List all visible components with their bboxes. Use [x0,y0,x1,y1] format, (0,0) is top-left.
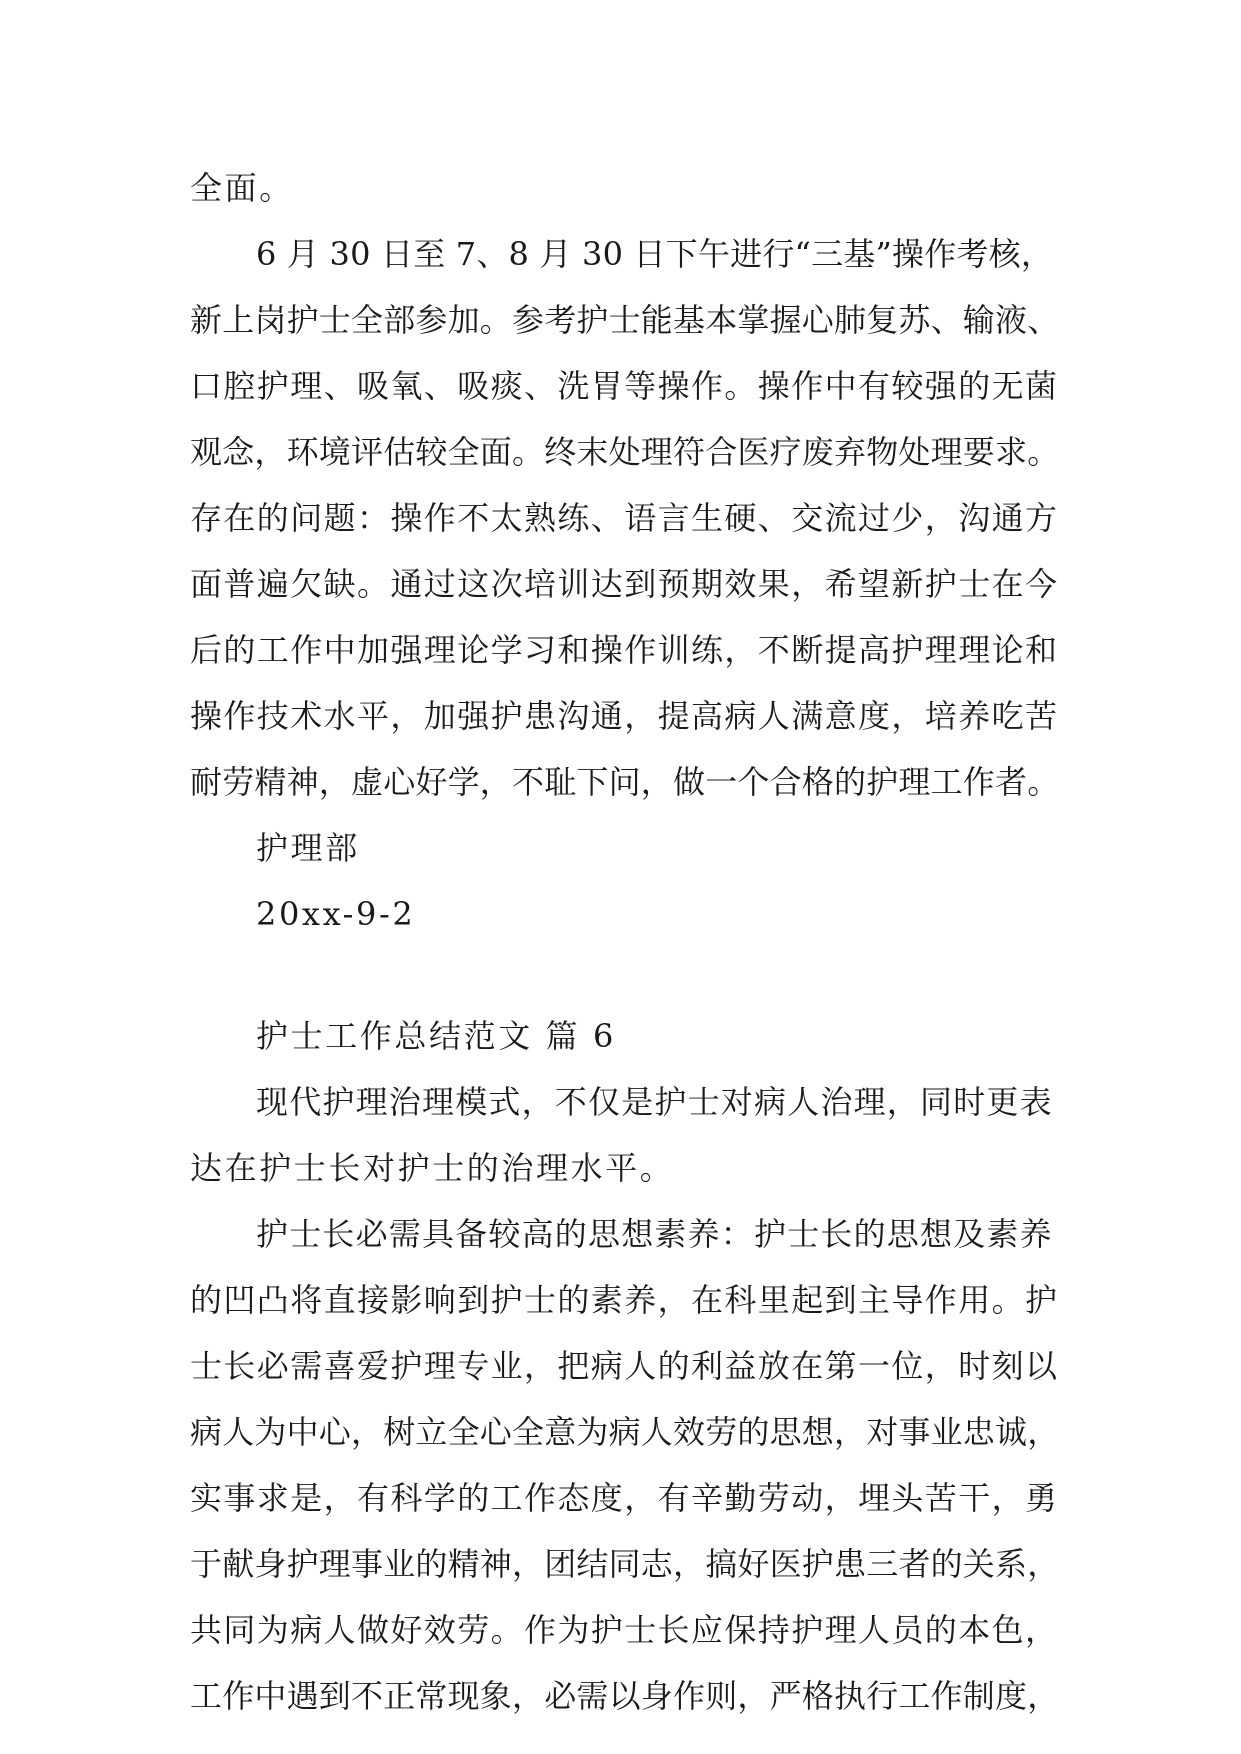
paragraph-line: 全面。 [190,169,294,207]
paragraph-line: 后的工作中加强理论学习和操作训练，不断提高护理理论和 [190,631,1059,669]
paragraph-line: 实事求是，有科学的工作态度，有辛勤劳动，埋头苦干，勇 [190,1479,1059,1517]
paragraph-line: 新上岗护士全部参加。参考护士能基本掌握心肺复苏、输液、 [190,301,1060,339]
paragraph-line: 口腔护理、吸氧、吸痰、洗胃等操作。操作中有较强的无菌 [190,367,1059,405]
paragraph-line: 达在护士长对护士的治理水平。 [190,1149,675,1187]
paragraph-line: 护士长必需具备较高的思想素养：护士长的思想及素养 [256,1215,1053,1253]
paragraph-line: 存在的问题：操作不太熟练、语言生硬、交流过少，沟通方 [190,499,1059,537]
paragraph-line: 工作中遇到不正常现象，必需以身作则，严格执行工作制度， [190,1677,1060,1715]
paragraph-line: 共同为病人做好效劳。作为护士长应保持护理人员的本色， [190,1611,1059,1649]
paragraph-line: 现代护理治理模式，不仅是护士对病人治理，同时更表 [256,1083,1053,1121]
paragraph-line: 耐劳精神，虚心好学，不耻下问，做一个合格的护理工作者。 [190,763,1060,801]
paragraph-line: 的凹凸将直接影响到护士的素养，在科里起到主导作用。护 [190,1281,1059,1319]
section-heading: 护士工作总结范文 篇 6 [256,1017,616,1055]
paragraph-line: 士长必需喜爱护理专业，把病人的利益放在第一位，时刻以 [190,1347,1059,1385]
paragraph-line: 面普遍欠缺。通过这次培训达到预期效果，希望新护士在今 [190,565,1059,603]
paragraph-line: 观念，环境评估较全面。终末处理符合医疗废弃物处理要求。 [190,433,1060,471]
paragraph-line: 操作技术水平，加强护患沟通，提高病人满意度，培养吃苦 [190,697,1059,735]
paragraph-line: 于献身护理事业的精神，团结同志，搞好医护患三者的关系， [190,1545,1060,1583]
paragraph-line: 6 月 30 日至 7、8 月 30 日下午进行“三基”操作考核， [256,235,1054,273]
signature-date: 20xx-9-2 [256,895,416,933]
signature-department: 护理部 [256,829,360,867]
paragraph-line: 病人为中心，树立全心全意为病人效劳的思想，对事业忠诚， [190,1413,1060,1451]
